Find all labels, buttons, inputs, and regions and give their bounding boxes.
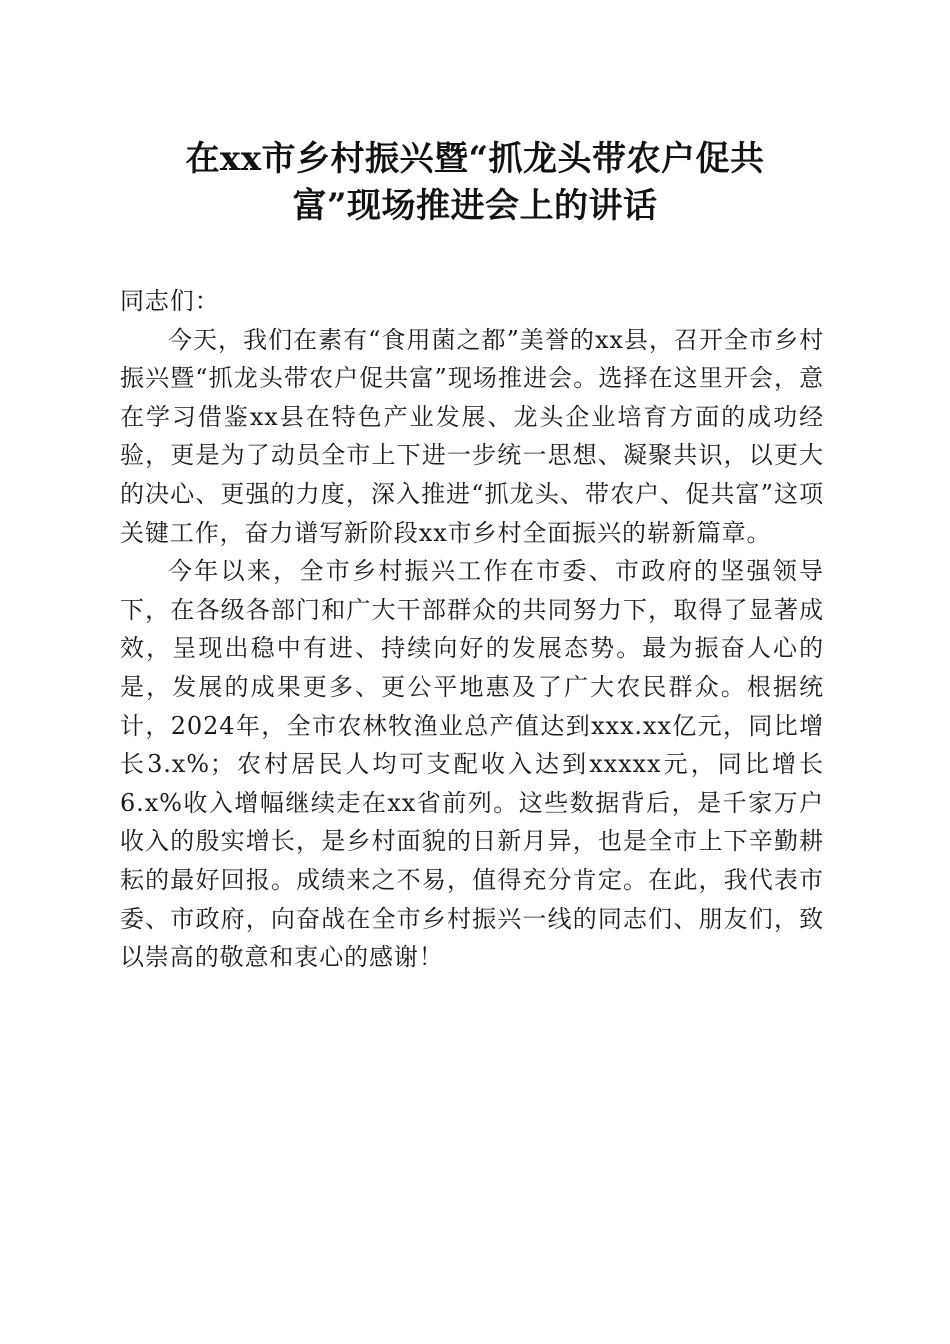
title-line-1: 在xx市乡村振兴暨“抓龙头带农户促共	[185, 139, 765, 179]
document-body	[120, 282, 824, 977]
paragraph-2: 今年以来，全市乡村振兴工作在市委、市政府的坚强领导下，在各级各部门和广大干部群众的共同努力下，取得了显著成效，呈现出稳中有进、持续向好的发展态势。最为振奋人心的是，发展的成果更多、更公平地惠及了广大农民群众。根据统计，2024年，全市农林牧渔业总产值达到xxx.xx亿元，同比增长3.x%；农村居民人均可支配收入达到xxxxx元，同比增长6.x%收入增幅继续走在xx省前列。这些数据背后，是千家万户收入的殷实增长，是乡村面貌的日新月异，也是全市上下辛勤耕耘的最好回报。成绩来之不易，值得充分肯定。在此，我代表市委、市政府，向奋战在全市乡村振兴一线的同志们、朋友们，致以崇高的敬意和衷心的感谢！	[120, 557, 824, 972]
paragraph-1: 今天，我们在素有“食用菌之都”美誉的xx县，召开全市乡村振兴暨“抓龙头带农户促共富”现场推进会。选择在这里开会，意在学习借鉴xx县在特色产业发展、龙头企业培育方面的成功经验，更是为了动员全市上下进一步统一思想、凝聚共识，以更大的决心、更强的力度，深入推进“抓龙头、带农户、促共富”这项关键工作，奋力谱写新阶段xx市乡村全面振兴的崭新篇章。	[120, 325, 824, 547]
title-line-2: 富”现场推进会上的讲话	[292, 186, 658, 226]
document-title	[120, 136, 830, 230]
salutation: 同志们：	[120, 287, 220, 315]
